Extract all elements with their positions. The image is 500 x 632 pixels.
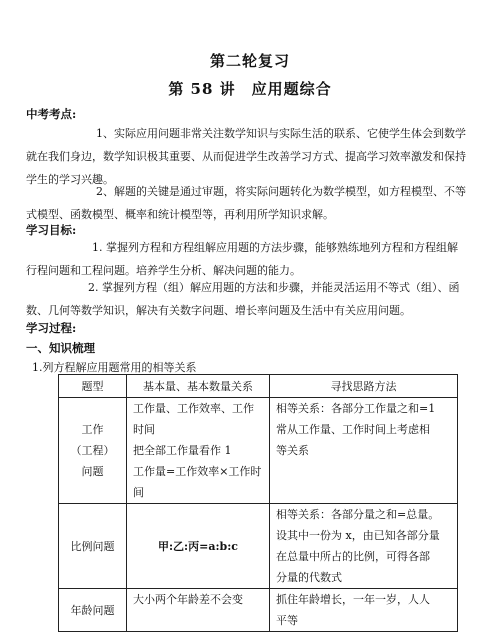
- table-cell-method: [270, 398, 458, 504]
- cell-line: 年龄问题: [70, 604, 115, 617]
- table-header-cell: 基本量、基本数量关系: [127, 375, 270, 398]
- cell-line: 分量的代数式: [276, 571, 342, 584]
- cell-line: 相等关系：各部分工作量之和=1: [276, 402, 436, 415]
- cell-line: 大小两个年龄差不会变: [133, 593, 243, 606]
- goals-heading: 学习目标:: [26, 223, 77, 237]
- table-row: [59, 504, 458, 589]
- table-header-row: [59, 375, 458, 398]
- cell-line: 相等关系：各部分量之和=总量。: [276, 508, 440, 521]
- cell-line: 等关系: [276, 444, 309, 457]
- cell-line: 在总量中所占的比例，可得各部: [276, 550, 430, 563]
- table-header-cell: 题型: [59, 375, 127, 398]
- cell-line: 甲:乙:丙=a:b:c: [158, 540, 238, 553]
- cell-line: 设其中一份为 x，由已知各部分量: [276, 529, 440, 542]
- table-cell-basic: [127, 398, 270, 504]
- exam-point-1: 1、实际应用问题非常关注数学知识与实际生活的联系、它使学生体会到数学就在我们身边，数学知识极其重要、从而促进学生改善学习方式、提高学习效率激发和保持学生的学习兴趣。: [26, 127, 466, 186]
- subsection-label: 1.列方程解应用题常用的相等关系: [32, 361, 197, 374]
- goal-1: 1. 掌握列方程和方程组解应用题的方法步骤，能够熟练地列方程和方程组解行程问题和工程问题。培养学生分析、解决问题的能力。: [26, 241, 458, 277]
- cell-line: 比例问题: [70, 540, 115, 553]
- lesson-title: 第 58 讲 应用题综合: [168, 80, 332, 98]
- table-cell-basic: [127, 504, 270, 589]
- cell-line: 抓住年龄增长，一年一岁，人人: [276, 593, 430, 606]
- relations-table: [58, 374, 458, 632]
- section-heading: 一、知识梳理: [26, 341, 95, 355]
- table-header-cell: 寻找思路方法: [270, 375, 458, 398]
- table-cell-type: [59, 398, 127, 504]
- cell-line: 问题: [81, 465, 104, 478]
- process-heading: 学习过程:: [26, 321, 77, 335]
- table-row: [59, 398, 458, 504]
- cell-line: 工作: [81, 423, 104, 436]
- document-title: 第二轮复习: [209, 52, 290, 70]
- cell-line: 常从工作量、工作时间上考虑相: [276, 423, 430, 436]
- table-cell-method: [270, 589, 458, 632]
- cell-line: 平等: [276, 614, 298, 627]
- exam-points-heading: 中考考点:: [26, 107, 77, 121]
- goal-2: 2. 掌握列方程（组）解应用题的方法和步骤，并能灵活运用不等式（组）、函数、几何等数学知识，解决有关数字问题、增长率问题及生活中有关应用问题。: [26, 281, 460, 317]
- cell-line: （工程）: [70, 444, 115, 457]
- cell-line: 工作量、工作效率、工作时间: [133, 402, 254, 436]
- table-cell-type: [59, 504, 127, 589]
- cell-line: 工作量=工作效率×工作时间: [133, 465, 262, 499]
- table-row: [59, 589, 458, 632]
- table-cell-type: [59, 589, 127, 632]
- table-cell-method: [270, 504, 458, 589]
- table-cell-basic: [127, 589, 270, 632]
- exam-point-2: 2、解题的关键是通过审题，将实际问题转化为数学模型，如方程模型、不等式模型、函数模型、概率和统计模型等，再利用所学知识求解。: [26, 185, 466, 221]
- cell-line: 把全部工作量看作 1: [133, 444, 232, 457]
